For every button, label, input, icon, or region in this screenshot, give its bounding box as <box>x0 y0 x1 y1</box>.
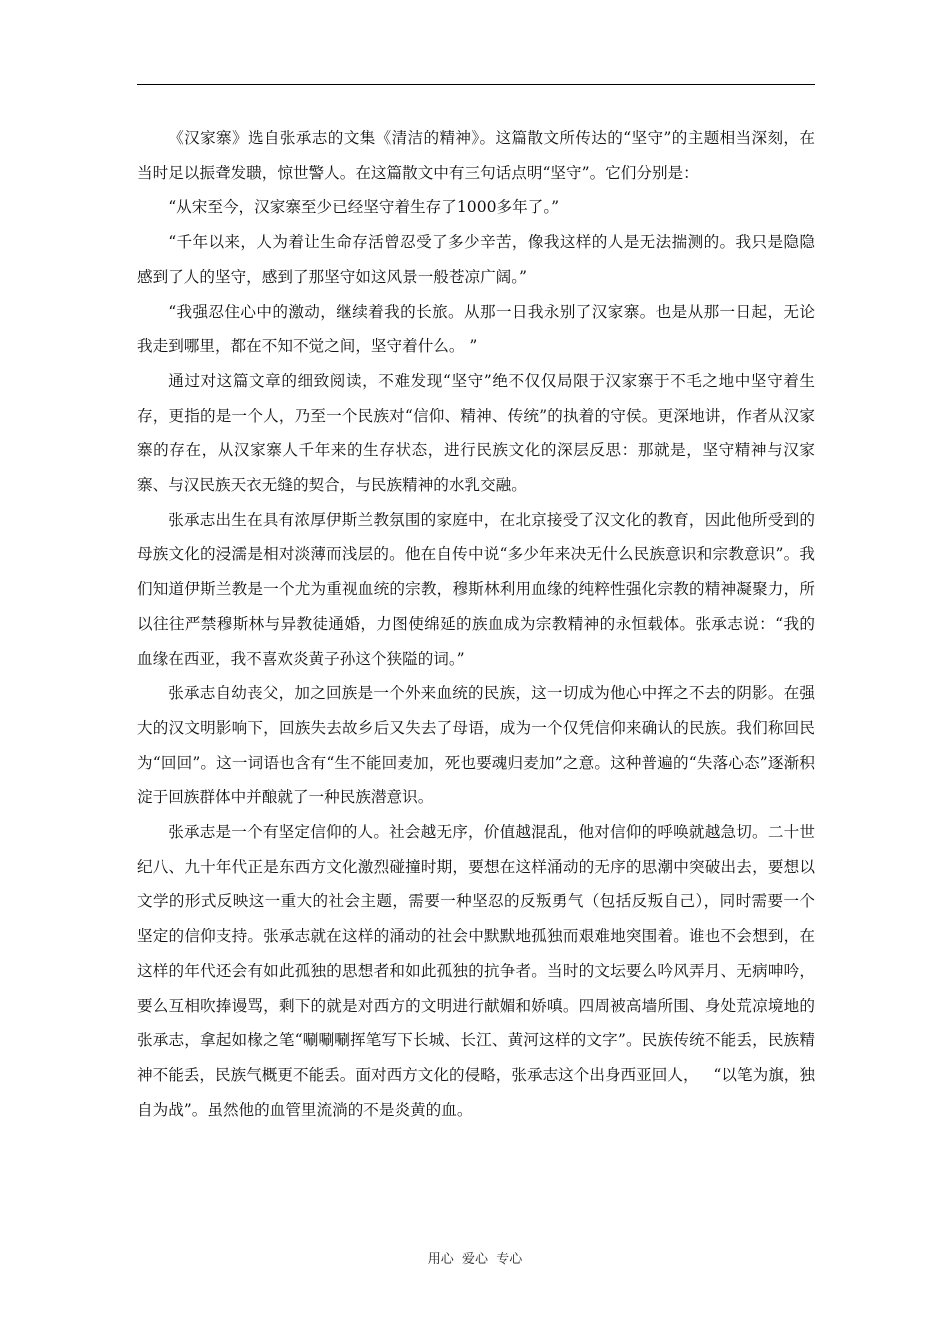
paragraph-quote-2: “千年以来，人为着让生命存活曾忍受了多少辛苦，像我这样的人是无法揣测的。我只是隐隐感到了人的坚守，感到了那坚守如这风景一般苍凉广阔。” <box>137 233 815 286</box>
paragraph-intro: 《汉家寨》选自张承志的文集《清洁的精神》。这篇散文所传达的“坚守”的主题相当深刻，在当时足以振聋发聩，惊世警人。在这篇散文中有三句话点明“坚守”。它们分别是： <box>137 129 815 182</box>
paragraph-analysis: 通过对这篇文章的细致阅读，不难发现“坚守”绝不仅仅局限于汉家寨于不毛之地中坚守着生存，更指的是一个人，乃至一个民族对“信仰、精神、传统”的执着的守侯。更深地讲，作者从汉家寨的存在，从汉家寨人千年来的生存状态，进行民族文化的深层反思：那就是，坚守精神与汉家寨、与汉民族天衣无缝的契合，与民族精神的水乳交融。 <box>137 371 815 495</box>
paragraph-quote-3: “我强忍住心中的激动，继续着我的长旅。从那一日我永别了汉家寨。也是从那一日起，无论我走到哪里，都在不知不觉之间，坚守着什么。 ” <box>137 302 815 356</box>
paragraph-quote-1: “从宋至今，汉家寨至少已经坚守着生存了1000多年了。” <box>168 198 560 217</box>
header-rule <box>137 84 815 85</box>
paragraph-belief: 张承志是一个有坚定信仰的人。社会越无序，价值越混乱，他对信仰的呼唤就越急切。二十世纪八、九十年代正是东西方文化激烈碰撞时期，要想在这样涌动的无序的思潮中突破出去，要想以文学的形式反映这一重大的社会主题，需要一种坚忍的反叛勇气（包括反叛自己），同时需要一个坚定的信仰支持。张承志就在这样的涌动的社会中默默地孤独而艰难地突围着。谁也不会想到，在这样的年代还会有如此孤独的思想者和如此孤独的抗争者。当时的文坛要么吟风弄月、无病呻吟，要么互相吹捧谩骂，剩下的就是对西方的文明进行献媚和娇嗔。四周被高墙所围、身处荒凉境地的张承志，拿起如椽之笔“唰唰唰挥笔写下长城、长江、黄河这样的文字”。民族传统不能丢，民族精神不能丢，民族气概更不能丢。面对西方文化的侵略，张承志这个出身西亚回人， “以笔为旗，独自为战”。虽然他的血管里流淌的不是炎黄的血。 <box>137 823 815 1119</box>
page-footer: 用心 爱心 专心 <box>427 1252 523 1267</box>
document-body <box>137 121 815 1127</box>
paragraph-childhood: 张承志自幼丧父，加之回族是一个外来血统的民族，这一切成为他心中挥之不去的阴影。在强大的汉文明影响下，回族失去故乡后又失去了母语，成为一个仅凭信仰来确认的民族。我们称回民为“回回”。这一词语也含有“生不能回麦加，死也要魂归麦加”之意。这种普遍的“失落心态”逐渐积淀于回族群体中并酿就了一种民族潜意识。 <box>137 684 815 807</box>
paragraph-background: 张承志出生在具有浓厚伊斯兰教氛围的家庭中，在北京接受了汉文化的教育，因此他所受到的母族文化的浸濡是相对淡薄而浅层的。他在自传中说“多少年来决无什么民族意识和宗教意识”。我们知道伊斯兰教是一个尤为重视血统的宗教，穆斯林利用血缘的纯粹性强化宗教的精神凝聚力，所以往往严禁穆斯林与异教徒通婚，力图使绵延的族血成为宗教精神的永恒载体。张承志说：“我的血缘在西亚，我不喜欢炎黄子孙这个狭隘的词。” <box>137 510 815 668</box>
